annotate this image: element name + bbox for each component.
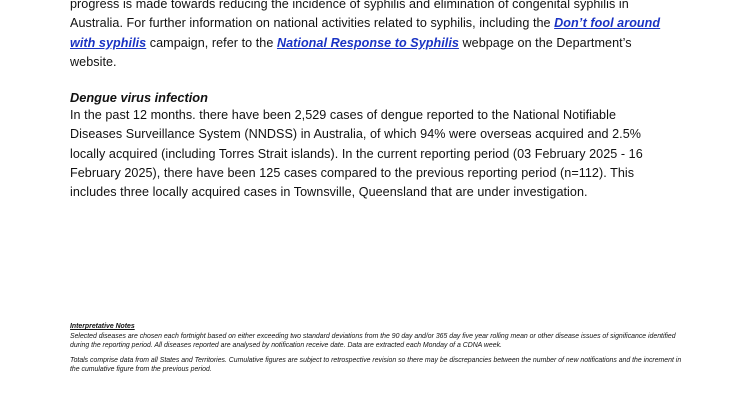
dont-fool-around-link[interactable]: Don’t fool around with syphilis	[70, 16, 661, 50]
national-response-link[interactable]: National Response to Syphilis	[276, 35, 459, 50]
syphilis-text-part2: campaign, refer to the	[146, 35, 277, 50]
syphilis-text-part3: webpage on the Department’s website.	[70, 35, 632, 69]
notes-title: Interpretative Notes	[70, 323, 135, 330]
interpretative-notes	[70, 322, 685, 375]
dengue-heading: Dengue virus infection	[70, 90, 208, 105]
notes-line-1: Selected diseases are chosen each fortnight based on either exceeding two standard deviations from the 90 day and/or 365 day five year rolling mean or other disease issues of significance identified during the reporting period. All diseases reported are analysed by notification receive date. Data are extracted each Monday of a CDNA week.	[70, 332, 676, 350]
dengue-paragraph: In the past 12 months. there have been 2,529 cases of dengue reported to the National Notifiable Diseases Surveillance System (NNDSS) in Australia, of which 94% were overseas acquired and 2.5% locally acquired (including Torres Strait islands). In the current reporting period (03 February 2025 - 16 February 2025), there have been 125 cases compared to the previous reporting period (n=112). This includes three locally acquired cases in Townsville, Queensland that are under investigation.	[70, 108, 643, 200]
syphilis-paragraph	[70, 0, 670, 72]
syphilis-text-part1: progress is made towards reducing the incidence of syphilis and elimination of congenital syphilis in Australia. For further information on national activities related to syphilis, including the	[70, 0, 629, 31]
notes-line-2: Totals comprise data from all States and Territories. Cumulative figures are subject to retrospective revision so there may be discrepancies between the number of new notifications and the increment in the cumulative figure from the previous period.	[70, 356, 682, 374]
